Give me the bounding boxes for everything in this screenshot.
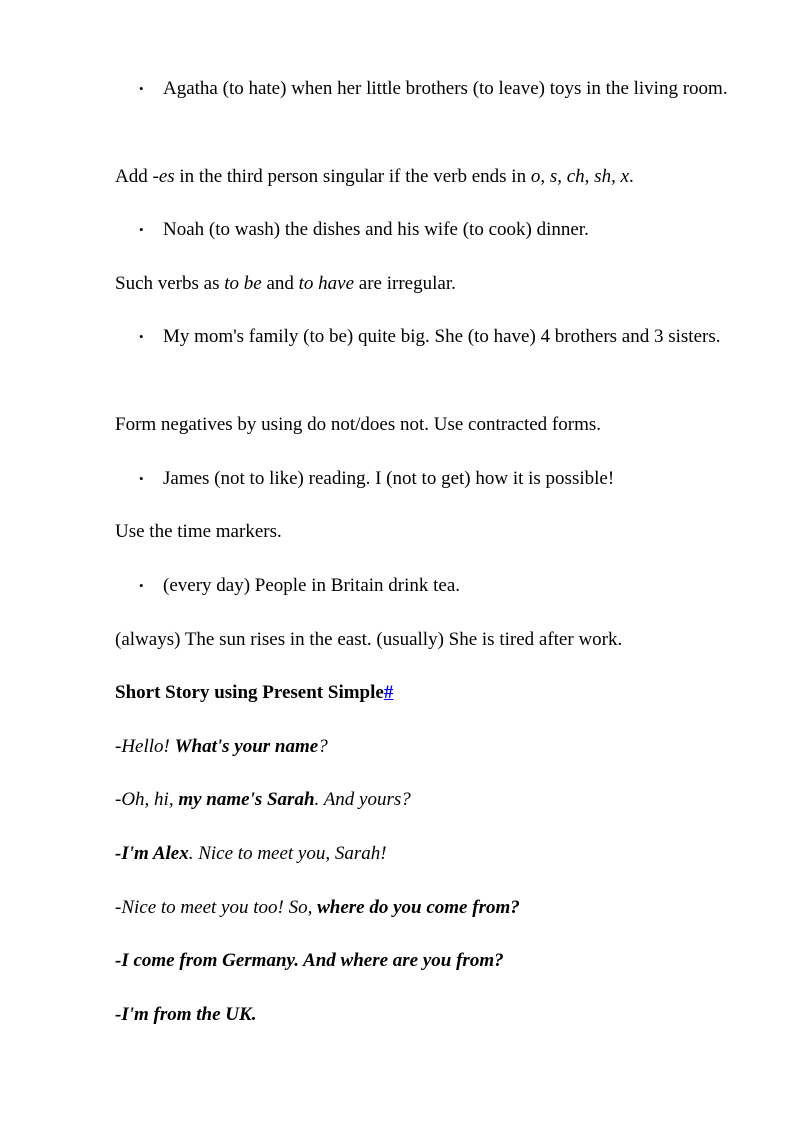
bullet-marker: • (139, 471, 144, 486)
dialogue-bold-text: my name's Sarah (178, 789, 315, 810)
rule-italic: s (549, 166, 558, 187)
rule-text: Add - (115, 166, 159, 187)
bullet-marker: • (139, 81, 144, 96)
rule-text: , (611, 166, 621, 187)
dialogue-line-2 (115, 785, 745, 815)
rule-irregular-verbs (115, 269, 745, 299)
bullet-marker: • (139, 578, 144, 593)
exercise-bullet-1: Agatha (to hate) when her little brothers (to leave) toys in the living room. (163, 78, 728, 99)
rule-text: . (629, 166, 634, 187)
rule-third-person-es (115, 162, 745, 192)
dialogue-text: . And yours? (314, 789, 411, 810)
dialogue-line-3 (115, 839, 745, 869)
dialogue-line-4 (115, 893, 745, 923)
rule-text: and (261, 273, 299, 294)
dialogue-bold-text: What's your name (174, 736, 319, 757)
rule-italic: o (530, 166, 541, 187)
dialogue-line-5 (115, 946, 745, 976)
exercise-bullet-5: (every day) People in Britain drink tea. (163, 575, 461, 596)
dialogue-text: ? (318, 736, 328, 757)
dialogue-bold-text: where do you come from? (317, 897, 520, 918)
story-heading-text: Short Story using Present Simple (115, 682, 384, 703)
bullet-marker: • (139, 329, 144, 344)
dialogue-bold-text: -I'm from the UK. (115, 1004, 257, 1025)
rule-italic: to have (298, 273, 355, 294)
rule-text: are irregular. (354, 273, 456, 294)
rule-negatives: Form negatives by using do not/does not. Use contracted forms. (115, 414, 602, 435)
rule-time-markers: Use the time markers. (115, 521, 282, 542)
dialogue-bold-text: -I'm Alex (115, 843, 189, 864)
exercise-bullet-2: Noah (to wash) the dishes and his wife (to cook) dinner. (163, 219, 589, 240)
dialogue-text: -Hello! (115, 736, 175, 757)
rule-italic: ch (566, 166, 585, 187)
rule-text: , (584, 166, 595, 187)
dialogue-text: . Nice to meet you, Sarah! (188, 843, 387, 864)
heading-anchor-link[interactable]: # (383, 682, 394, 703)
exercise-bullet-3: My mom's family (to be) quite big. She (to have) 4 brothers and 3 sisters. (163, 326, 721, 347)
story-heading (115, 678, 745, 708)
rule-italic: x (620, 166, 630, 187)
time-marker-examples: (always) The sun rises in the east. (usually) She is tired after work. (115, 629, 623, 650)
dialogue-line-6 (115, 1000, 745, 1030)
rule-text: in the third person singular if the verb ends in (174, 166, 531, 187)
dialogue-line-1 (115, 732, 745, 762)
dialogue-text: -Nice to meet you too! So, (115, 897, 318, 918)
rule-italic: es (158, 166, 175, 187)
bullet-marker: • (139, 222, 144, 237)
rule-italic: sh (594, 166, 612, 187)
rule-italic: to be (224, 273, 262, 294)
exercise-bullet-4: James (not to like) reading. I (not to get) how it is possible! (163, 468, 615, 489)
dialogue-bold-text: -I come from Germany. And where are you from? (115, 950, 504, 971)
rule-text: , (557, 166, 567, 187)
dialogue-text: -Oh, hi, (115, 789, 179, 810)
rule-text: Such verbs as (115, 273, 225, 294)
rule-text: , (540, 166, 550, 187)
